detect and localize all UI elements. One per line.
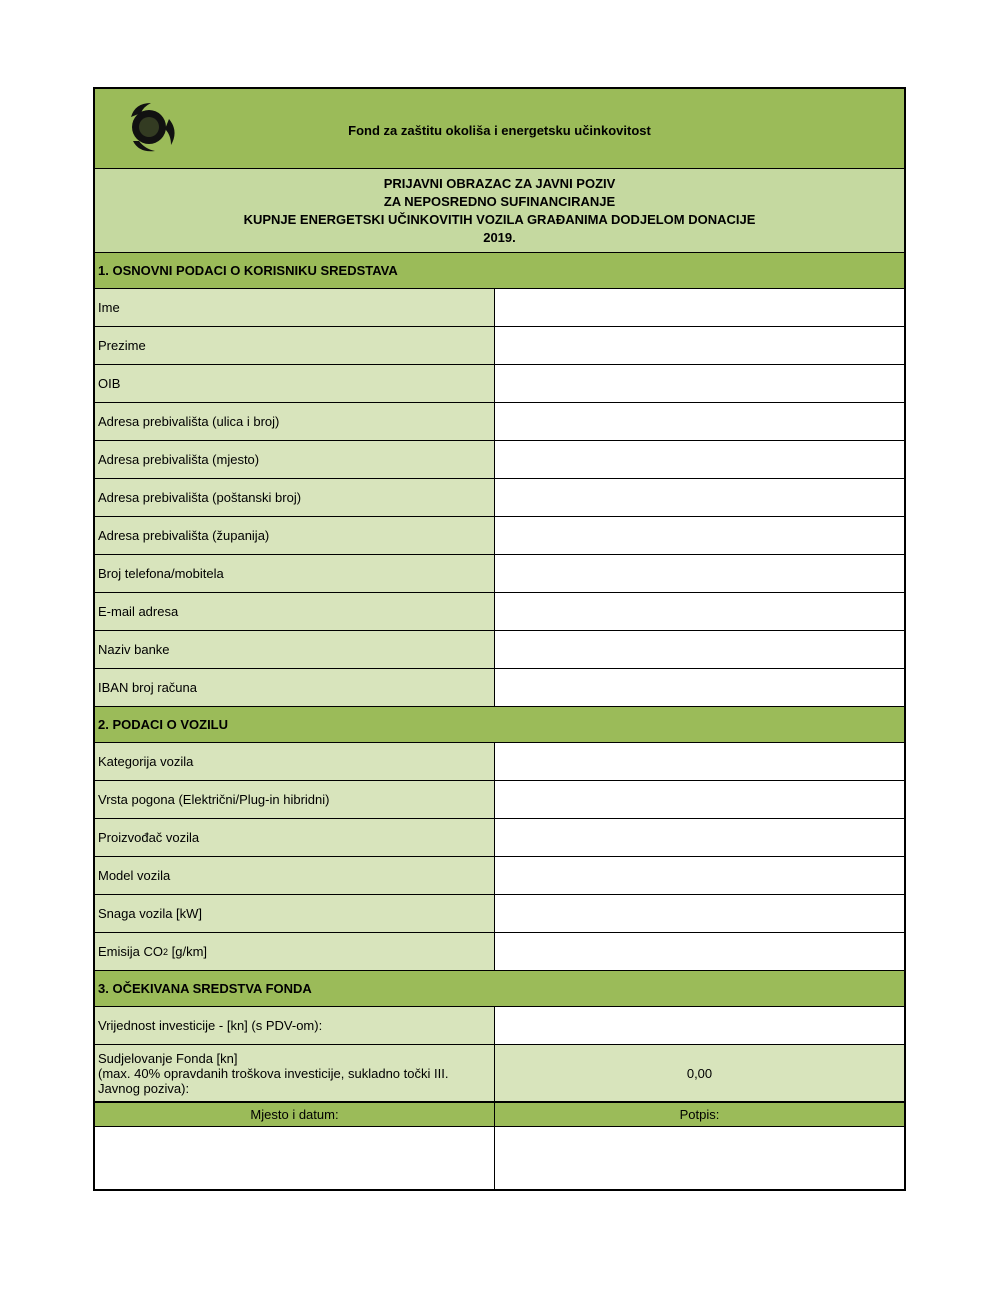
place-date-input[interactable] <box>95 1127 495 1189</box>
field-row-email <box>95 593 904 631</box>
power-input[interactable] <box>495 895 904 932</box>
field-row-oib <box>95 365 904 403</box>
fund-label-line: (max. 40% opravdanih troškova investicije, sukladno točki III. <box>98 1065 449 1081</box>
ime-input[interactable] <box>495 289 904 326</box>
section-3-heading: 3. OČEKIVANA SREDSTVA FONDA <box>95 971 904 1007</box>
field-label: IBAN broj računa <box>95 669 495 706</box>
field-label: Adresa prebivališta (ulica i broj) <box>95 403 495 440</box>
fund-logo-icon <box>121 97 181 157</box>
field-row-iban <box>95 669 904 707</box>
field-label: Adresa prebivališta (poštanski broj) <box>95 479 495 516</box>
phone-input[interactable] <box>495 555 904 592</box>
form-title <box>95 169 904 253</box>
signature-label: Potpis: <box>679 1107 720 1122</box>
field-label: Adresa prebivališta (županija) <box>95 517 495 554</box>
application-form <box>93 87 906 1191</box>
signature-body <box>95 1127 904 1189</box>
field-row-model <box>95 857 904 895</box>
model-input[interactable] <box>495 857 904 894</box>
field-row-phone <box>95 555 904 593</box>
field-label: Ime <box>95 289 495 326</box>
field-label: Kategorija vozila <box>95 743 495 780</box>
drive-type-input[interactable] <box>495 781 904 818</box>
fund-share-value: 0,00 <box>495 1045 904 1101</box>
field-row-bank <box>95 631 904 669</box>
investment-input[interactable] <box>495 1007 904 1044</box>
field-label: Prezime <box>95 327 495 364</box>
title-line: ZA NEPOSREDNO SUFINANCIRANJE <box>383 193 616 209</box>
fund-share-label <box>95 1045 495 1101</box>
field-label: OIB <box>95 365 495 402</box>
address-postal-input[interactable] <box>495 479 904 516</box>
field-label: Broj telefona/mobitela <box>95 555 495 592</box>
field-row-address-city <box>95 441 904 479</box>
field-row-vehicle-category <box>95 743 904 781</box>
signature-input[interactable] <box>495 1127 904 1189</box>
field-label-emission <box>95 933 495 970</box>
field-row-address-postal <box>95 479 904 517</box>
emission-prefix: Emisija CO <box>98 944 164 959</box>
field-row-drive-type <box>95 781 904 819</box>
field-row-investment <box>95 1007 904 1045</box>
title-line: PRIJAVNI OBRAZAC ZA JAVNI POZIV <box>383 175 616 191</box>
field-label: Naziv banke <box>95 631 495 668</box>
section-2-heading: 2. PODACI O VOZILU <box>95 707 904 743</box>
prezime-input[interactable] <box>495 327 904 364</box>
field-label: Adresa prebivališta (mjesto) <box>95 441 495 478</box>
manufacturer-input[interactable] <box>495 819 904 856</box>
field-label: Vrijednost investicije - [kn] (s PDV-om): <box>95 1007 495 1044</box>
email-input[interactable] <box>495 593 904 630</box>
field-label: Vrsta pogona (Električni/Plug-in hibridni) <box>95 781 495 818</box>
field-row-fund-share <box>95 1045 904 1103</box>
section-1-heading: 1. OSNOVNI PODACI O KORISNIKU SREDSTAVA <box>95 253 904 289</box>
field-label: Model vozila <box>95 857 495 894</box>
fund-label-line: Sudjelovanje Fonda [kn] <box>98 1050 238 1066</box>
field-row-address-county <box>95 517 904 555</box>
field-row-address-street <box>95 403 904 441</box>
field-row-power <box>95 895 904 933</box>
signature-header <box>95 1103 904 1127</box>
field-row-emission <box>95 933 904 971</box>
vehicle-category-input[interactable] <box>495 743 904 780</box>
iban-input[interactable] <box>495 669 904 706</box>
field-row-ime <box>95 289 904 327</box>
field-label: E-mail adresa <box>95 593 495 630</box>
bank-input[interactable] <box>495 631 904 668</box>
form-header <box>95 89 904 169</box>
place-date-label: Mjesto i datum: <box>95 1103 495 1126</box>
field-label: Proizvođač vozila <box>95 819 495 856</box>
field-row-manufacturer <box>95 819 904 857</box>
field-label: Snaga vozila [kW] <box>95 895 495 932</box>
title-line: 2019. <box>483 229 516 245</box>
address-street-input[interactable] <box>495 403 904 440</box>
field-row-prezime <box>95 327 904 365</box>
oib-input[interactable] <box>495 365 904 402</box>
emission-suffix: [g/km] <box>168 944 208 959</box>
organization-name: Fond za zaštitu okoliša i energetsku učinkovitost <box>348 123 651 138</box>
title-line: KUPNJE ENERGETSKI UČINKOVITIH VOZILA GRAĐANIMA DODJELOM DONACIJE <box>243 211 756 227</box>
emission-subscript: 2 <box>163 946 169 957</box>
address-city-input[interactable] <box>495 441 904 478</box>
fund-label-line: Javnog poziva): <box>98 1080 190 1096</box>
address-county-input[interactable] <box>495 517 904 554</box>
emission-input[interactable] <box>495 933 904 970</box>
